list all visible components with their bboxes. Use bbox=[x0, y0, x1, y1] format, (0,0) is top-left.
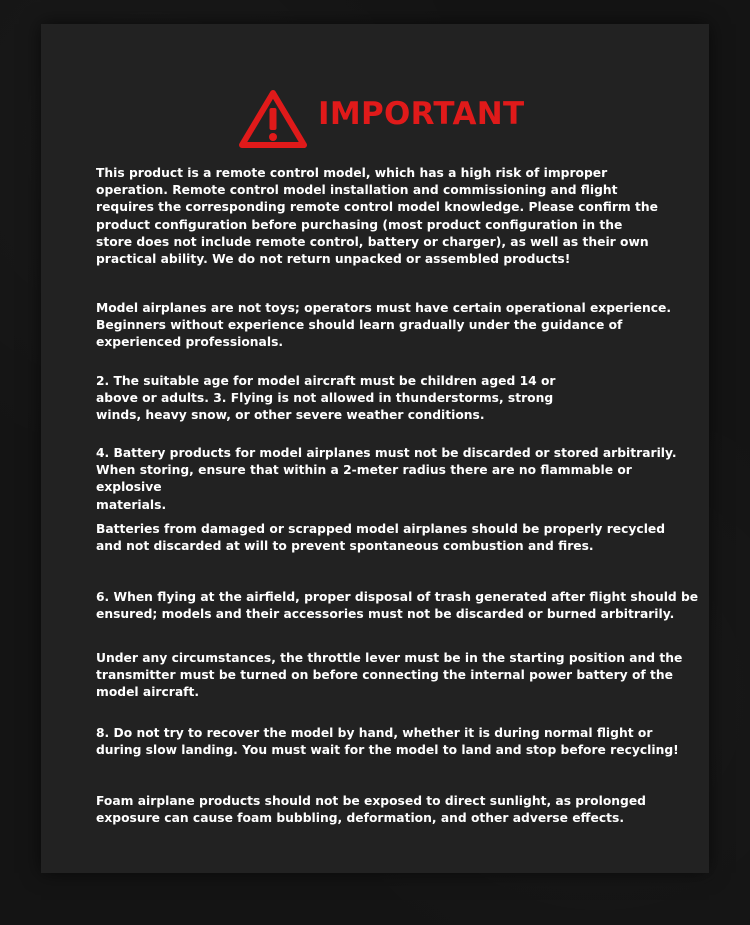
notice-paragraph-2: Model airplanes are not toys; operators must have certain operational experience. Beginners without experience should learn gradually under the guidance of experienced professionals. bbox=[96, 301, 672, 350]
notice-header bbox=[41, 88, 709, 152]
notice-panel bbox=[41, 24, 709, 873]
notice-paragraph-1: This product is a remote control model, which has a high risk of improper operation. Remote control model installation and commissioning and flight requires the corresponding remote control model knowledge. Please confirm the product configuration before purchasing (most product configuration in the store does not include remote control, battery or charger), as well as their own practical ability. We do not return unpacked or assembled products! bbox=[96, 166, 658, 267]
notice-paragraph-9: Foam airplane products should not be exposed to direct sunlight, as prolonged exposure can cause foam bubbling, deformation, and other adverse effects. bbox=[96, 794, 646, 826]
notice-paragraph-7: Under any circumstances, the throttle lever must be in the starting position and the transmitter must be turned on before connecting the internal power battery of the model aircraft. bbox=[96, 651, 683, 700]
notice-paragraph-6: 6. When flying at the airfield, proper disposal of trash generated after flight should be ensured; models and their accessories must not be discarded or burned arbitrarily. bbox=[96, 590, 699, 622]
warning-triangle-icon bbox=[238, 88, 308, 150]
notice-paragraph-3: 2. The suitable age for model aircraft must be children aged 14 or above or adults. 3. Flying is not allowed in thunderstorms, strong winds, heavy snow, or other severe weather conditions. bbox=[96, 374, 556, 423]
notice-paragraph-4: 4. Battery products for model airplanes must not be discarded or stored arbitrarily. When storing, ensure that within a 2-meter radius there are no flammable or explosive materials. bbox=[96, 446, 677, 512]
notice-paragraph-5: Batteries from damaged or scrapped model airplanes should be properly recycled and not discarded at will to prevent spontaneous combustion and fires. bbox=[96, 522, 666, 554]
notice-title: IMPORTANT bbox=[318, 96, 525, 132]
notice-paragraph-8: 8. Do not try to recover the model by hand, whether it is during normal flight or during slow landing. You must wait for the model to land and stop before recycling! bbox=[96, 726, 679, 758]
